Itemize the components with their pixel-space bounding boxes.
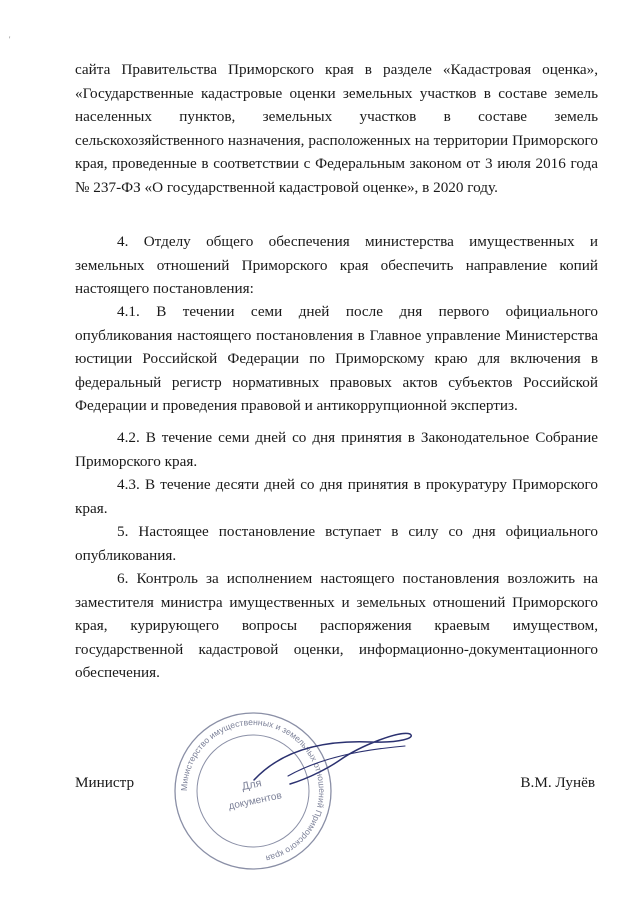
paragraph-continuation: сайта Правительства Приморского края в разделе «Кадастровая оценка», «Государственные кадастровые оценки земельных участков в составе земель населенных пунктов, земельных участков в составе земель сельскохозяйственного назначения, расположенных на территории Приморского края, проведенные в соответствии с Федеральным законом от 3 июля 2016 года № 237-ФЗ «О государственной кадастровой оценке», в 2020 году. xyxy=(75,61,598,196)
handwritten-signature xyxy=(250,732,420,792)
svg-text:документов: документов xyxy=(227,790,283,813)
paragraph-item-4-3: 4.3. В течение десяти дней со дня принятия в прокуратуру Приморского края. xyxy=(75,476,598,517)
paragraph-item-4-1: 4.1. В течении семи дней после дня первого официального опубликования настоящего постановления в Главное управление Министерства юстиции Российской Федерации по Приморскому краю для включения в федеральный регистр нормативных правовых актов субъектов Российской Федерации и проведения правовой и антикоррупционной экспертиз. xyxy=(75,303,598,415)
svg-text:Министерство имущественных и з: Министерство имущественных и земельных отношений Приморского края xyxy=(178,716,328,864)
paragraph-item-5: 5. Настоящее постановление вступает в силу со дня официального опубликования. xyxy=(75,523,598,564)
svg-text:Для: Для xyxy=(240,777,263,794)
corner-mark: ' xyxy=(9,35,11,44)
paragraph-item-4-2: 4.2. В течение семи дней со дня принятия в Законодательное Собрание Приморского края. xyxy=(75,429,598,470)
paragraph-item-4: 4. Отделу общего обеспечения министерства имущественных и земельных отношений Приморского края обеспечить направление копий настоящего постановления: xyxy=(75,233,598,298)
signatory-name: В.М. Лунёв xyxy=(520,774,595,791)
signatory-position: Министр xyxy=(75,774,135,791)
paragraph-item-6: 6. Контроль за исполнением настоящего постановления возложить на заместителя министра имущественных и земельных отношений Приморского края, курирующего вопросы распоряжения краевым имуществом, государственной кадастровой оценки, информационно-документационного обеспечения. xyxy=(75,570,598,682)
